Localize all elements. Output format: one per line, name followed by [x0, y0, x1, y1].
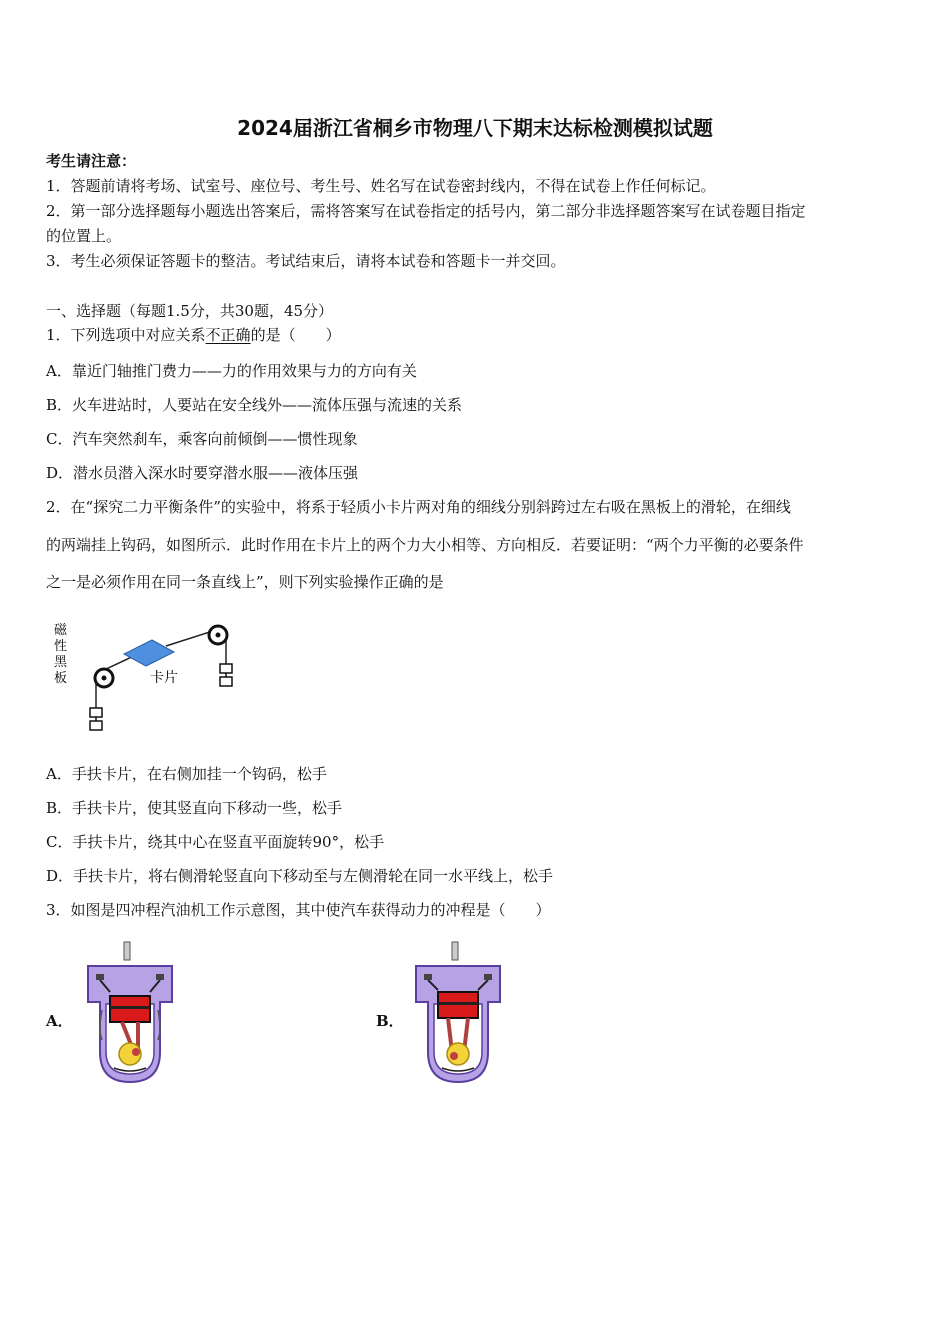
section-heading: 一、选择题（每题1.5分，共30题，45分） — [46, 302, 334, 320]
q3-option-a-label: A． — [46, 1012, 73, 1030]
notice-item-3: 3．考生必须保证答题卡的整洁。考试结束后，请将本试卷和答题卡一并交回。 — [46, 252, 566, 270]
engine-diagram-a — [80, 940, 180, 1090]
q2-stem-line-3: 之一是必须作用在同一条直线上”，则下列实验操作正确的是 — [46, 573, 444, 591]
board-label-char-3: 黑 — [54, 655, 68, 670]
notice-item-2-cont: 的位置上。 — [46, 227, 122, 245]
card-label: 卡片 — [150, 670, 178, 686]
pulley-card-figure — [46, 618, 246, 740]
q1-stem-emphasis: 不正确 — [205, 326, 251, 344]
engine-diagram-b — [408, 940, 508, 1090]
right-weight-1 — [220, 664, 232, 673]
board-label-char-2: 性 — [54, 639, 68, 654]
notice-item-2: 2．第一部分选择题每小题选出答案后，需将答案写在试卷指定的括号内，第二部分非选择题答案写在试卷题目指定 — [46, 202, 806, 220]
notice-item-1: 1．答题前请将考场、试室号、座位号、考生号、姓名写在试卷密封线内，不得在试卷上作任何标记。 — [46, 177, 716, 195]
board-label-char-4: 板 — [54, 671, 68, 686]
q2-option-c: C．手扶卡片，绕其中心在竖直平面旋转90°，松手 — [46, 833, 385, 851]
q1-option-b: B．火车进站时，人要站在安全线外——流体压强与流速的关系 — [46, 396, 463, 414]
right-weight-2 — [220, 677, 232, 686]
q2-stem-line-2: 的两端挂上钩码，如图所示．此时作用在卡片上的两个力大小相等、方向相反．若要证明：“两个力平衡的必要条件 — [46, 536, 804, 554]
left-weight-1 — [90, 708, 102, 717]
card-shape — [124, 640, 174, 666]
q1-option-c: C．汽车突然刹车，乘客向前倾倒——惯性现象 — [46, 430, 358, 448]
q3-option-b-label: B． — [376, 1012, 404, 1030]
q1-option-a: A．靠近门轴推门费力——力的作用效果与力的方向有关 — [46, 362, 417, 380]
q2-option-d: D．手扶卡片，将右侧滑轮竖直向下移动至与左侧滑轮在同一水平线上，松手 — [46, 867, 554, 885]
q2-option-a: A．手扶卡片，在右侧加挂一个钩码，松手 — [46, 765, 327, 783]
q1-option-d: D．潜水员潜入深水时要穿潜水服——液体压强 — [46, 464, 359, 482]
q1-stem — [46, 325, 341, 345]
q1-stem-part-c: 的是（ ） — [250, 326, 341, 344]
page-title: 2024届浙江省桐乡市物理八下期末达标检测模拟试题 — [237, 116, 713, 140]
q1-stem-part-a: 1．下列选项中对应关系 — [46, 326, 206, 344]
left-weight-2 — [90, 721, 102, 730]
q2-option-b: B．手扶卡片，使其竖直向下移动一些，松手 — [46, 799, 343, 817]
board-label-char-1: 磁 — [54, 623, 68, 638]
notice-heading: 考生请注意： — [46, 152, 137, 170]
q2-stem-line-1: 2．在“探究二力平衡条件”的实验中，将系于轻质小卡片两对角的细线分别斜跨过左右吸在黑板上的滑轮，在细线 — [46, 498, 791, 516]
q3-stem: 3．如图是四冲程汽油机工作示意图，其中使汽车获得动力的冲程是（ ） — [46, 901, 551, 919]
